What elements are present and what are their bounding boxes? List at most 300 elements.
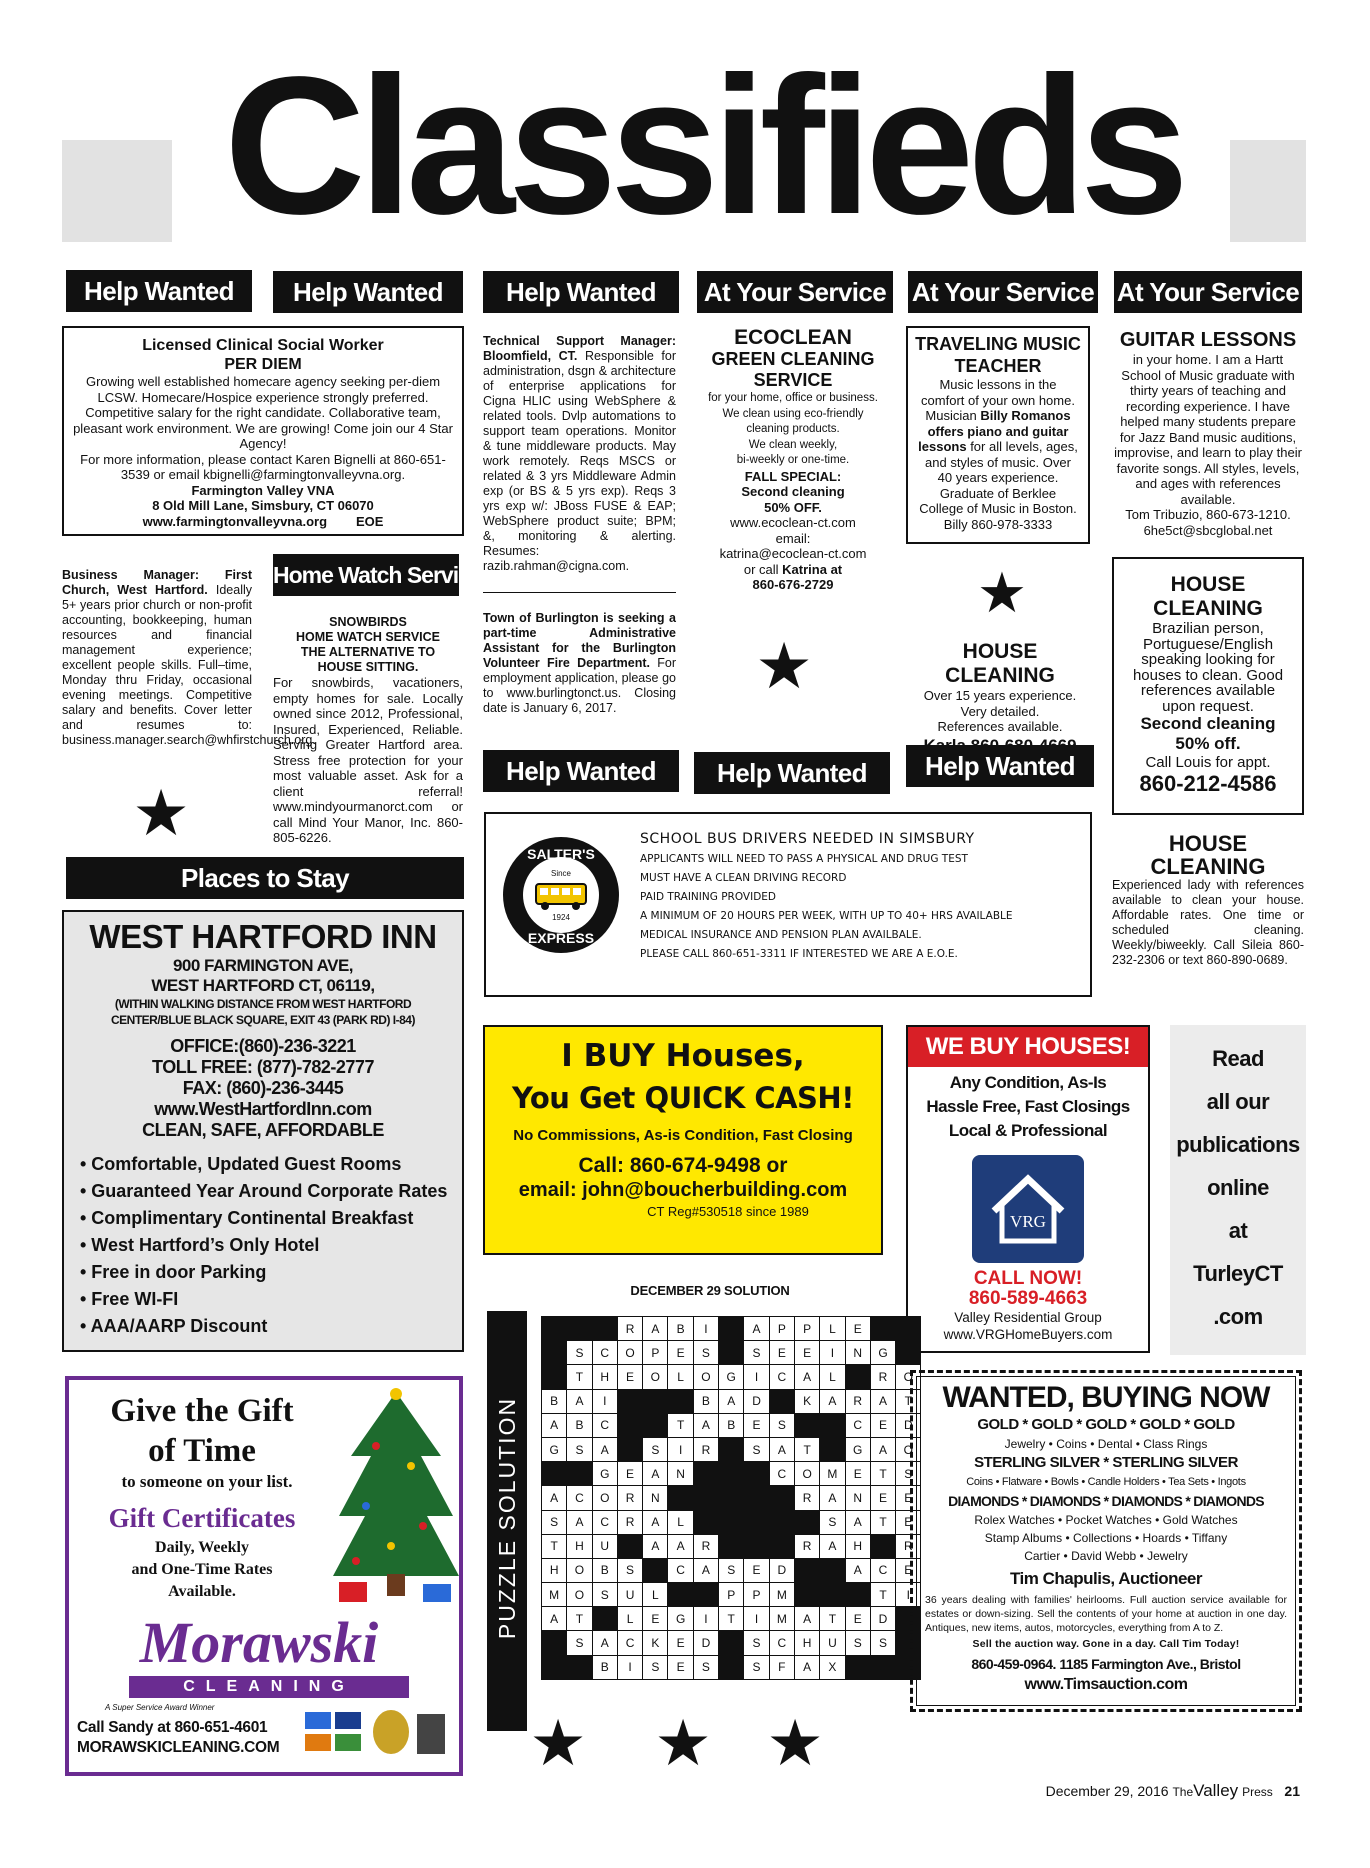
crossword-cell: P — [769, 1317, 794, 1341]
ecoclean-call-line — [693, 562, 893, 578]
crossword-cell: I — [744, 1607, 769, 1631]
crossword-cell: T — [719, 1607, 744, 1631]
crossword-row — [542, 1534, 921, 1558]
inn-address-2: WEST HARTFORD CT, 06119, — [151, 976, 375, 995]
wanted-buying-now-ad — [910, 1370, 1302, 1712]
crossword-black-cell — [643, 1389, 668, 1413]
music-line-5a: lessons — [918, 439, 967, 454]
crossword-cell: A — [693, 1413, 718, 1437]
crossword-cell: F — [769, 1655, 794, 1679]
crossword-cell: C — [567, 1486, 592, 1510]
tab-help-wanted-4: Help Wanted — [483, 750, 679, 792]
webuy-line-3: Local & Professional — [948, 1121, 1108, 1140]
bus-line-5: MEDICAL INSURANCE AND PENSION PLAN AVAILBALE. — [640, 929, 922, 941]
ecoclean-line-4: We clean weekly, — [748, 438, 838, 451]
crossword-row — [542, 1413, 921, 1437]
crossword-black-cell — [542, 1341, 567, 1365]
crossword-cell: A — [744, 1317, 769, 1341]
music-line-9: College of Music in Boston. — [919, 501, 1077, 516]
music-line-1: Music lessons in the — [939, 377, 1057, 392]
crossword-cell: S — [719, 1558, 744, 1582]
crossword-cell: A — [845, 1558, 870, 1582]
morawski-brand: Morawski — [139, 1610, 379, 1675]
crossword-cell: A — [542, 1413, 567, 1437]
crossword-cell: R — [870, 1365, 895, 1389]
music-line-5 — [912, 439, 1084, 455]
crossword-cell: L — [643, 1583, 668, 1607]
louis-title-1: HOUSE — [1170, 573, 1246, 596]
crossword-cell: O — [896, 1365, 921, 1389]
crossword-cell: D — [870, 1607, 895, 1631]
music-line-3a: Musician — [925, 408, 977, 423]
crossword-cell: T — [870, 1510, 895, 1534]
inn-feature: • AAA/AARP Discount — [80, 1316, 268, 1336]
karla-house-cleaning-ad — [906, 640, 1094, 756]
logo-since: Since — [550, 869, 571, 878]
visa-icon — [335, 1712, 361, 1729]
crossword-cell: S — [592, 1583, 617, 1607]
logo-top-text: SALTER'S — [527, 846, 595, 862]
gift-rates-3: Available. — [168, 1583, 236, 1600]
crossword-black-cell — [542, 1462, 567, 1486]
gift-of-time-ad — [65, 1376, 463, 1776]
read-line-7: .com — [1213, 1304, 1263, 1329]
crossword-cell: R — [794, 1486, 819, 1510]
crossword-cell: A — [567, 1510, 592, 1534]
crossword-grid — [541, 1316, 921, 1680]
puzzle-caption: DECEMBER 29 SOLUTION — [630, 1283, 790, 1298]
crossword-black-cell — [567, 1655, 592, 1679]
crossword-black-cell — [617, 1534, 642, 1558]
crossword-black-cell — [719, 1655, 744, 1679]
gift-certificates: Gift Certificates — [108, 1503, 296, 1533]
lcsw-title: Licensed Clinical Social Worker — [142, 337, 384, 354]
crossword-cell: E — [617, 1365, 642, 1389]
crossword-row — [542, 1341, 921, 1365]
crossword-black-cell — [794, 1558, 819, 1582]
gold-phone: 860-459-0964. 1185 Farmington Ave., Bristol — [971, 1656, 1241, 1672]
sileia-title-2: CLEANING — [1150, 854, 1266, 879]
ecoclean-email: katrina@ecoclean-ct.com — [719, 546, 867, 561]
header-gray-band-left — [62, 140, 172, 242]
crossword-black-cell — [719, 1462, 744, 1486]
logo-year: 1924 — [552, 913, 570, 922]
morawski-cleaning: CLEANING — [183, 1678, 355, 1695]
gift-headline-2: of Time — [148, 1433, 256, 1469]
music-line-8: Graduate of Berklee — [939, 485, 1057, 501]
crossword-black-cell — [668, 1389, 693, 1413]
crossword-row — [542, 1655, 921, 1679]
lcsw-org: Farmington Valley VNA — [191, 482, 335, 498]
crossword-black-cell — [668, 1486, 693, 1510]
music-line-10: Billy 860-978-3333 — [943, 516, 1053, 532]
crossword-cell: C — [617, 1631, 642, 1655]
crossword-table — [541, 1316, 921, 1680]
crossword-cell: E — [896, 1510, 921, 1534]
crossword-cell: A — [567, 1389, 592, 1413]
crossword-cell: I — [693, 1317, 718, 1341]
credit-card-icon — [305, 1712, 331, 1729]
tech-lead: Technical Support Manager: Bloomfield, CT. — [483, 334, 676, 363]
bus-line-2: MUST HAVE A CLEAN DRIVING RECORD — [640, 872, 847, 884]
crossword-cell: A — [643, 1510, 668, 1534]
music-line-3 — [912, 408, 1084, 424]
crossword-black-cell — [617, 1437, 642, 1461]
music-line-2: comfort of your own home. — [921, 392, 1075, 408]
ecoclean-title-3: SERVICE — [753, 370, 833, 390]
crossword-cell: A — [643, 1317, 668, 1341]
ecoclean-web: www.ecoclean-ct.com — [730, 515, 856, 530]
crossword-cell: G — [845, 1437, 870, 1461]
louis-line-5: references available — [1140, 682, 1276, 699]
gift-rates-1: Daily, Weekly — [155, 1539, 249, 1556]
snowbirds-h1: SNOWBIRDS — [329, 615, 407, 629]
lcsw-address: 8 Old Mill Lane, Simsbury, CT 06070 — [152, 498, 374, 513]
crossword-cell: B — [719, 1413, 744, 1437]
crossword-cell: N — [845, 1341, 870, 1365]
crossword-black-cell — [719, 1631, 744, 1655]
ibuy-headline-2: You Get QUICK CASH! — [512, 1081, 854, 1115]
crossword-black-cell — [870, 1534, 895, 1558]
crossword-cell: S — [744, 1437, 769, 1461]
crossword-cell: L — [617, 1607, 642, 1631]
crossword-cell: C — [592, 1413, 617, 1437]
karla-line-1: Over 15 years experience. — [923, 688, 1077, 703]
crossword-black-cell — [845, 1365, 870, 1389]
crossword-black-cell — [794, 1413, 819, 1437]
crossword-black-cell — [845, 1655, 870, 1679]
crossword-black-cell — [643, 1558, 668, 1582]
gold-line-diamonds: DIAMONDS * DIAMONDS * DIAMONDS * DIAMONDS — [948, 1493, 1264, 1509]
webuy-phone: 860-589-4663 — [968, 1288, 1088, 1309]
webuy-banner: WE BUY HOUSES! — [908, 1027, 1148, 1067]
crossword-cell: S — [896, 1462, 921, 1486]
inn-feature: • Guaranteed Year Around Corporate Rates — [80, 1181, 448, 1201]
crossword-cell: S — [617, 1558, 642, 1582]
crossword-cell: S — [643, 1655, 668, 1679]
award-badge-icon — [373, 1710, 409, 1754]
crossword-cell: P — [794, 1317, 819, 1341]
ecoclean-special-1: FALL SPECIAL: — [744, 468, 842, 484]
crossword-cell: C — [668, 1558, 693, 1582]
crossword-black-cell — [542, 1317, 567, 1341]
crossword-cell: G — [719, 1365, 744, 1389]
ibuy-email: email: john@boucherbuilding.com — [518, 1179, 848, 1201]
crossword-black-cell — [693, 1462, 718, 1486]
louis-line-2: Portuguese/English — [1142, 635, 1274, 653]
ecoclean-line-5: bi-weekly or one-time. — [736, 454, 850, 466]
crossword-cell: E — [845, 1462, 870, 1486]
crossword-cell: S — [693, 1655, 718, 1679]
crossword-cell: A — [794, 1607, 819, 1631]
inn-tollfree: TOLL FREE: (877)-782-2777 — [152, 1057, 374, 1077]
tech-support-ad — [483, 334, 676, 574]
crossword-cell: H — [592, 1365, 617, 1389]
crossword-cell: I — [693, 1607, 718, 1631]
page-title: Classifieds — [224, 36, 1182, 255]
crossword-cell: S — [744, 1341, 769, 1365]
crossword-row — [542, 1558, 921, 1582]
crossword-cell: X — [820, 1655, 845, 1679]
webuy-line-1: Any Condition, As-Is — [949, 1073, 1107, 1092]
crossword-cell: O — [617, 1341, 642, 1365]
crossword-black-cell — [769, 1510, 794, 1534]
gold-tagline: Sell the auction way. Gone in a day. Call Tim Today! — [972, 1638, 1240, 1650]
crossword-cell: S — [693, 1341, 718, 1365]
crossword-cell: E — [668, 1341, 693, 1365]
gold-inner — [916, 1376, 1296, 1706]
crossword-cell: E — [794, 1341, 819, 1365]
sileia-house-cleaning-ad — [1112, 832, 1304, 968]
crossword-cell: T — [820, 1607, 845, 1631]
school-bus-ad — [484, 812, 1092, 997]
crossword-cell: P — [744, 1583, 769, 1607]
crossword-cell: A — [820, 1389, 845, 1413]
ecoclean-line-2: We clean using eco-friendly — [722, 407, 864, 420]
business-lead: Business Manager: First Church, West Hartford. — [62, 568, 252, 597]
tab-help-wanted-5: Help Wanted — [694, 752, 890, 794]
tab-home-watch-service: Home Watch Service — [273, 554, 459, 596]
crossword-cell: E — [870, 1413, 895, 1437]
crossword-cell: T — [567, 1365, 592, 1389]
crossword-cell: D — [744, 1389, 769, 1413]
footer-pub-valley: Valley — [1193, 1781, 1239, 1800]
crossword-black-cell — [617, 1413, 642, 1437]
crossword-cell: H — [845, 1534, 870, 1558]
crossword-cell: N — [643, 1486, 668, 1510]
louis-line-1: Brazilian person, — [1152, 620, 1264, 637]
crossword-cell: E — [744, 1558, 769, 1582]
crossword-cell: I — [744, 1365, 769, 1389]
inn-feature: • Free WI-FI — [80, 1289, 179, 1309]
ibuy-registration: CT Reg#530518 since 1989 — [647, 1204, 809, 1219]
crossword-cell: S — [567, 1341, 592, 1365]
bus-line-1: APPLICANTS WILL NEED TO PASS A PHYSICAL AND DRUG TEST — [640, 853, 968, 865]
crossword-cell: N — [845, 1486, 870, 1510]
crossword-cell: A — [592, 1437, 617, 1461]
gold-line-gold: GOLD * GOLD * GOLD * GOLD * GOLD — [977, 1416, 1235, 1433]
burlington-lead: Town of Burlington is seeking a part-time Administrative Assistant for the Burlington Volunteer Fire Department. — [483, 611, 676, 670]
crossword-black-cell — [870, 1317, 895, 1341]
crossword-cell: S — [542, 1510, 567, 1534]
crossword-cell: R — [693, 1534, 718, 1558]
crossword-cell: I — [592, 1389, 617, 1413]
crossword-black-cell — [643, 1413, 668, 1437]
footer-pub-press: Press — [1242, 1785, 1273, 1799]
crossword-cell: C — [870, 1558, 895, 1582]
tab-help-wanted-1: Help Wanted — [66, 270, 252, 312]
crossword-row — [542, 1486, 921, 1510]
music-title-2: TEACHER — [954, 356, 1042, 376]
ecoclean-special-3: 50% OFF. — [764, 499, 822, 515]
crossword-cell: E — [769, 1341, 794, 1365]
crossword-cell: H — [542, 1558, 567, 1582]
crossword-cell: A — [870, 1437, 895, 1461]
crossword-cell: S — [769, 1413, 794, 1437]
crossword-cell: E — [668, 1655, 693, 1679]
tab-at-your-service-1: At Your Service — [697, 271, 893, 313]
salters-express-logo — [500, 834, 622, 956]
crossword-cell: A — [668, 1534, 693, 1558]
music-line-4: offers piano and guitar — [927, 423, 1069, 439]
crossword-cell: K — [794, 1389, 819, 1413]
webuy-org: Valley Residential Group — [954, 1310, 1102, 1325]
ecoclean-call: or call — [743, 561, 779, 577]
crossword-black-cell — [542, 1655, 567, 1679]
crossword-black-cell — [693, 1583, 718, 1607]
bbb-icon — [417, 1714, 445, 1754]
crossword-cell: R — [617, 1486, 642, 1510]
crossword-cell: E — [668, 1631, 693, 1655]
crossword-cell: O — [567, 1558, 592, 1582]
snowbirds-body: For snowbirds, vacationers, empty homes for sale. Locally owned since 2012, Professional, Insured, Experienced, Reliable. Serving Greater Hartford area. Stress free protection for your most valuable asset. Ask for a client referral! www.mindyourmanorct.com or call Mind Your Manor, Inc. 860-805-6226. — [273, 675, 463, 845]
karla-line-3: References available. — [937, 719, 1063, 734]
crossword-cell: I — [668, 1437, 693, 1461]
tab-help-wanted-2: Help Wanted — [273, 271, 463, 313]
crossword-black-cell — [719, 1534, 744, 1558]
music-line-3b: Billy Romanos — [980, 408, 1071, 423]
louis-special-1: Second cleaning — [1140, 714, 1276, 733]
inn-features — [72, 1151, 454, 1340]
guitar-contact: Tom Tribuzio, 860-673-1210. — [1125, 507, 1291, 522]
crossword-cell: S — [744, 1655, 769, 1679]
crossword-cell: T — [870, 1583, 895, 1607]
crossword-row — [542, 1317, 921, 1341]
crossword-cell: S — [643, 1437, 668, 1461]
christmas-tree-icon — [331, 1386, 461, 1606]
crossword-cell: O — [693, 1365, 718, 1389]
inn-web: www.WestHartfordInn.com — [154, 1099, 372, 1119]
karla-title: HOUSE CLEANING — [945, 640, 1055, 687]
we-buy-houses-ad — [906, 1025, 1150, 1353]
crossword-cell: T — [542, 1534, 567, 1558]
crossword-row — [542, 1510, 921, 1534]
crossword-cell: T — [567, 1607, 592, 1631]
puzzle-side-text: PUZZLE SOLUTION — [494, 1396, 520, 1640]
tab-help-wanted-3: Help Wanted — [483, 271, 679, 313]
gold-web: www.Timsauction.com — [1024, 1676, 1188, 1693]
crossword-cell: S — [567, 1631, 592, 1655]
bus-text — [640, 828, 1080, 964]
crossword-black-cell — [592, 1607, 617, 1631]
ibuy-subtitle: No Commissions, As-is Condition, Fast Closing — [513, 1127, 853, 1144]
crossword-black-cell — [719, 1510, 744, 1534]
crossword-black-cell — [870, 1655, 895, 1679]
crossword-cell: C — [769, 1631, 794, 1655]
crossword-black-cell — [719, 1341, 744, 1365]
crossword-row — [542, 1365, 921, 1389]
crossword-black-cell — [542, 1631, 567, 1655]
ecoclean-special-2: Second cleaning — [741, 484, 845, 499]
crossword-cell: A — [794, 1655, 819, 1679]
inn-feature: • Complimentary Continental Breakfast — [80, 1208, 414, 1228]
crossword-cell: I — [617, 1655, 642, 1679]
crossword-black-cell — [845, 1583, 870, 1607]
crossword-black-cell — [744, 1534, 769, 1558]
inn-office: OFFICE:(860)-236-3221 — [170, 1036, 356, 1056]
gold-line-coins: Coins • Flatware • Bowls • Candle Holders • Tea Sets • Ingots — [966, 1476, 1246, 1488]
louis-line-6: upon request. — [1162, 697, 1254, 715]
crossword-cell: U — [820, 1631, 845, 1655]
morawski-web: MORAWSKICLEANING.COM — [77, 1739, 280, 1756]
discover-icon — [335, 1734, 361, 1751]
tab-places-to-stay: Places to Stay — [66, 857, 464, 899]
crossword-cell: C — [592, 1341, 617, 1365]
crossword-black-cell — [820, 1558, 845, 1582]
crossword-cell: T — [896, 1389, 921, 1413]
crossword-cell: D — [693, 1631, 718, 1655]
crossword-cell: C — [845, 1413, 870, 1437]
burlington-body: For employment application, please go to www.burlingtonct.us. Closing date is January 6, 2017. — [483, 656, 676, 715]
tab-at-your-service-2: At Your Service — [908, 271, 1098, 313]
lcsw-web: www.farmingtonvalleyvna.org — [142, 513, 328, 529]
crossword-cell: G — [870, 1341, 895, 1365]
crossword-cell: S — [845, 1631, 870, 1655]
crossword-cell: G — [542, 1437, 567, 1461]
crossword-cell: C — [769, 1462, 794, 1486]
read-line-2: all our — [1206, 1089, 1270, 1114]
ibuy-headline-1: I BUY Houses, — [561, 1038, 805, 1074]
snowbirds-ad — [273, 615, 463, 846]
guitar-title: GUITAR LESSONS — [1119, 329, 1297, 351]
lcsw-subtitle: PER DIEM — [224, 356, 302, 373]
ibuy-call: Call: 860-674-9498 or — [578, 1154, 788, 1177]
crossword-cell: R — [794, 1534, 819, 1558]
crossword-black-cell — [542, 1365, 567, 1389]
crossword-black-cell — [820, 1437, 845, 1461]
crossword-cell: B — [567, 1413, 592, 1437]
crossword-row — [542, 1631, 921, 1655]
lcsw-web-line — [72, 514, 454, 530]
read-line-6: TurleyCT — [1193, 1261, 1283, 1286]
crossword-cell: C — [769, 1365, 794, 1389]
footer-pub-the: The — [1172, 1785, 1194, 1799]
guitar-email: 6he5ct@sbcglobal.net — [1143, 522, 1273, 538]
crossword-cell: A — [643, 1462, 668, 1486]
crossword-cell: R — [896, 1534, 921, 1558]
inn-feature: • Free in door Parking — [80, 1262, 267, 1282]
crossword-cell: D — [769, 1558, 794, 1582]
crossword-cell: O — [794, 1462, 819, 1486]
gift-rates-2: and One-Time Rates — [131, 1561, 273, 1578]
music-title-1: TRAVELING MUSIC — [915, 334, 1081, 354]
gold-line-watches: Rolex Watches • Pocket Watches • Gold Watches — [974, 1513, 1238, 1527]
crossword-cell: B — [693, 1389, 718, 1413]
crossword-black-cell — [693, 1510, 718, 1534]
crossword-cell: R — [845, 1389, 870, 1413]
morawski-award: A Super Service Award Winner — [105, 1703, 215, 1712]
crossword-cell: A — [643, 1534, 668, 1558]
guitar-ad — [1112, 328, 1304, 538]
ecoclean-ad — [693, 326, 893, 593]
header-gray-band-right — [1230, 140, 1306, 242]
webuy-web: www.VRGHomeBuyers.com — [943, 1327, 1113, 1342]
crossword-cell: R — [617, 1510, 642, 1534]
vrg-logo-text: VRG — [1010, 1212, 1046, 1231]
inn-address-3: (WITHIN WALKING DISTANCE FROM WEST HARTFORD — [114, 997, 412, 1011]
crossword-black-cell — [794, 1510, 819, 1534]
read-line-1: Read — [1212, 1046, 1264, 1071]
crossword-cell: U — [617, 1583, 642, 1607]
gold-line-silver: STERLING SILVER * STERLING SILVER — [974, 1454, 1238, 1471]
crossword-black-cell — [744, 1486, 769, 1510]
crossword-black-cell — [820, 1583, 845, 1607]
crossword-cell: E — [617, 1462, 642, 1486]
crossword-cell: M — [542, 1583, 567, 1607]
crossword-black-cell — [769, 1389, 794, 1413]
crossword-cell: L — [668, 1510, 693, 1534]
louis-call: Call Louis for appt. — [1145, 754, 1271, 771]
